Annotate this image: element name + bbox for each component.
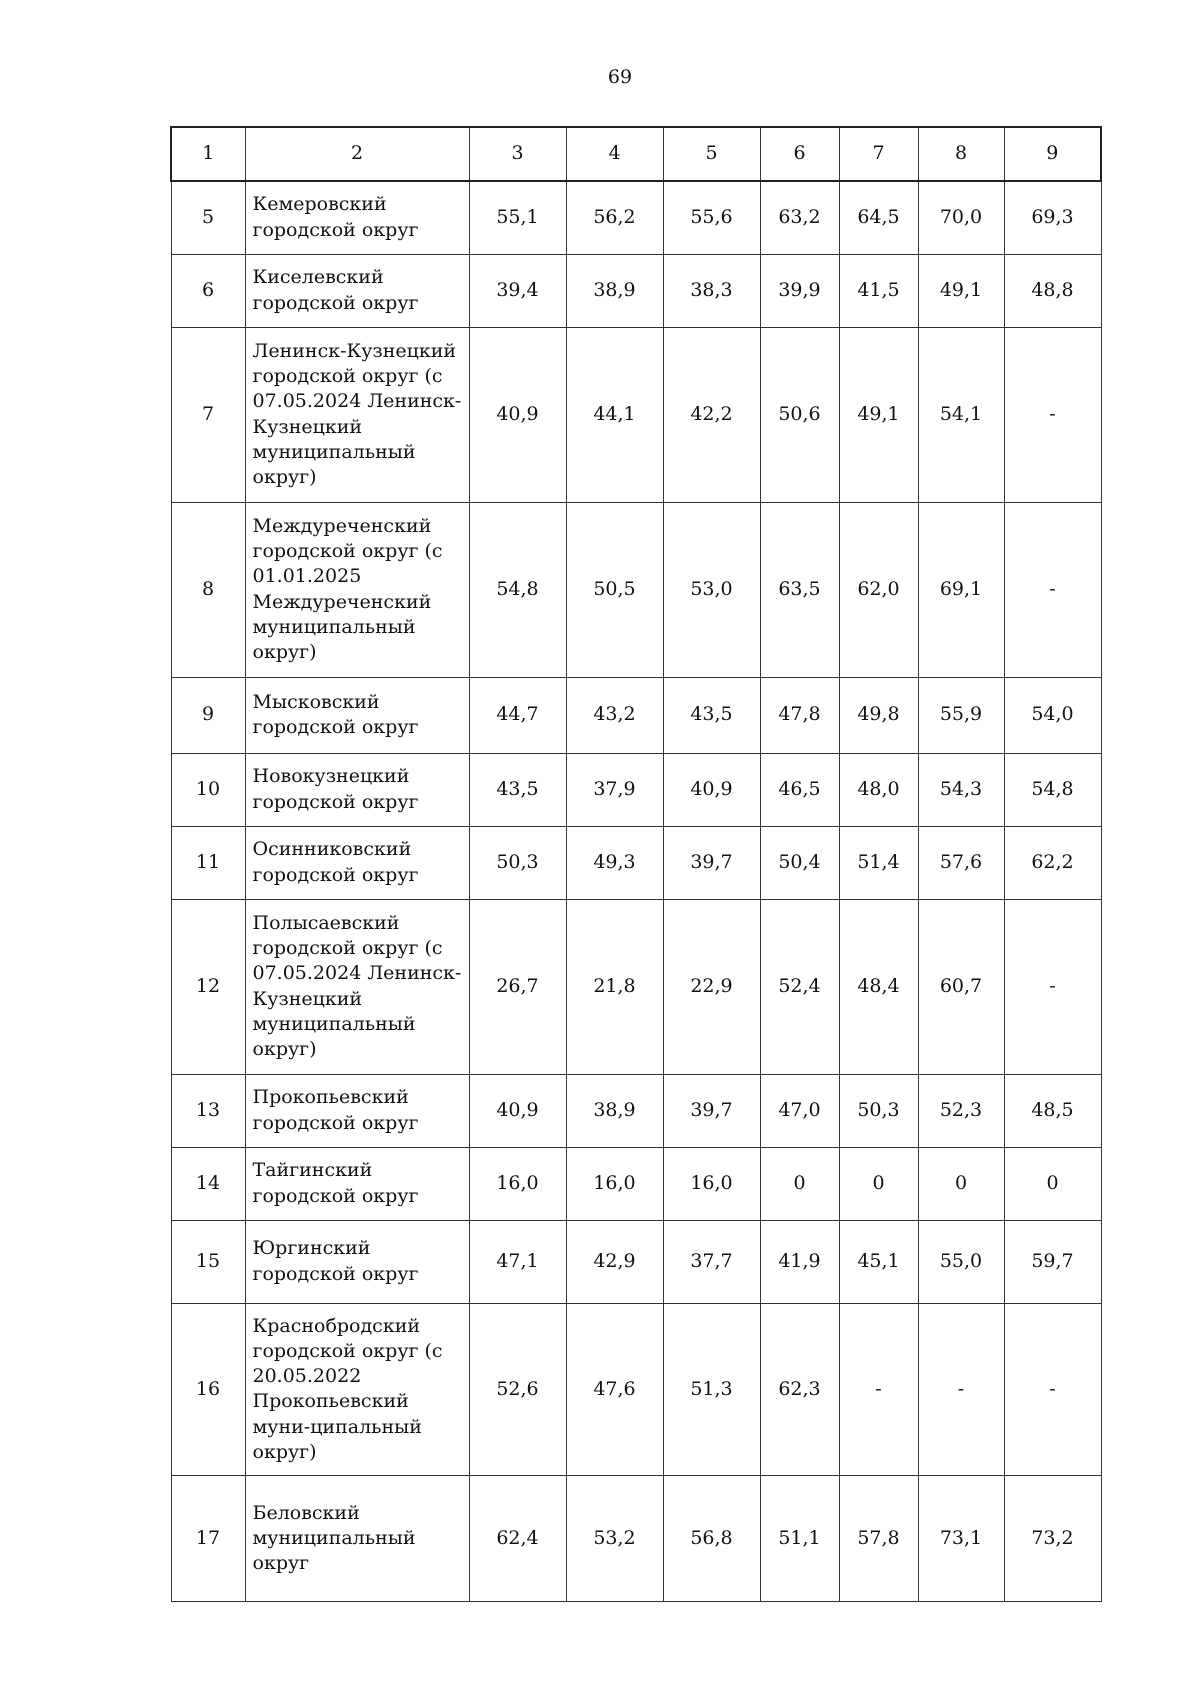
row-number-cell: 5: [171, 181, 245, 254]
value-cell-col-3: 47,1: [469, 1220, 566, 1303]
value-cell-col-8: 0: [918, 1147, 1004, 1220]
table-row: [171, 502, 1101, 677]
table-row: [171, 1220, 1101, 1303]
value-cell-col-4: 56,2: [566, 181, 663, 254]
table-row: [171, 677, 1101, 753]
row-number-cell: 6: [171, 254, 245, 327]
value-cell-col-8: 49,1: [918, 254, 1004, 327]
value-cell-col-7: 48,0: [839, 753, 918, 826]
row-number-cell: 13: [171, 1074, 245, 1147]
value-cell-col-4: 53,2: [566, 1476, 663, 1602]
value-cell-col-5: 38,3: [663, 254, 760, 327]
value-cell-col-6: 41,9: [760, 1220, 839, 1303]
value-cell-col-8: 60,7: [918, 899, 1004, 1074]
value-cell-col-4: 47,6: [566, 1303, 663, 1476]
value-cell-col-4: 16,0: [566, 1147, 663, 1220]
value-cell-col-5: 55,6: [663, 181, 760, 254]
value-cell-col-3: 62,4: [469, 1476, 566, 1602]
value-cell-col-6: 46,5: [760, 753, 839, 826]
value-cell-col-6: 0: [760, 1147, 839, 1220]
row-number-cell: 14: [171, 1147, 245, 1220]
row-number-cell: 7: [171, 327, 245, 502]
value-cell-col-4: 38,9: [566, 254, 663, 327]
value-cell-col-5: 39,7: [663, 826, 760, 899]
table-row: [171, 327, 1101, 502]
value-cell-col-9: 62,2: [1004, 826, 1101, 899]
value-cell-col-7: -: [839, 1303, 918, 1476]
value-cell-col-5: 40,9: [663, 753, 760, 826]
value-cell-col-3: 40,9: [469, 1074, 566, 1147]
value-cell-col-6: 47,0: [760, 1074, 839, 1147]
row-number-cell: 15: [171, 1220, 245, 1303]
value-cell-col-9: -: [1004, 327, 1101, 502]
value-cell-col-7: 41,5: [839, 254, 918, 327]
value-cell-col-5: 42,2: [663, 327, 760, 502]
row-number-cell: 9: [171, 677, 245, 753]
value-cell-col-7: 48,4: [839, 899, 918, 1074]
value-cell-col-3: 52,6: [469, 1303, 566, 1476]
value-cell-col-4: 50,5: [566, 502, 663, 677]
value-cell-col-5: 56,8: [663, 1476, 760, 1602]
value-cell-col-8: 73,1: [918, 1476, 1004, 1602]
value-cell-col-7: 51,4: [839, 826, 918, 899]
value-cell-col-8: 54,3: [918, 753, 1004, 826]
value-cell-col-9: -: [1004, 899, 1101, 1074]
table-row: [171, 826, 1101, 899]
value-cell-col-4: 44,1: [566, 327, 663, 502]
value-cell-col-8: 55,0: [918, 1220, 1004, 1303]
district-name-cell: Мысковский городской округ: [245, 677, 469, 753]
value-cell-col-3: 16,0: [469, 1147, 566, 1220]
value-cell-col-4: 37,9: [566, 753, 663, 826]
value-cell-col-5: 43,5: [663, 677, 760, 753]
value-cell-col-3: 55,1: [469, 181, 566, 254]
header-cell-col-8: 8: [918, 127, 1004, 181]
value-cell-col-6: 63,5: [760, 502, 839, 677]
value-cell-col-8: 52,3: [918, 1074, 1004, 1147]
row-number-cell: 16: [171, 1303, 245, 1476]
value-cell-col-7: 62,0: [839, 502, 918, 677]
header-cell-col-3: 3: [469, 127, 566, 181]
district-name-cell: Ленинск-Кузнецкий городской округ (с 07.05.2024 Ленинск-Кузнецкий муниципальный округ): [245, 327, 469, 502]
value-cell-col-7: 64,5: [839, 181, 918, 254]
value-cell-col-7: 50,3: [839, 1074, 918, 1147]
value-cell-col-9: -: [1004, 502, 1101, 677]
value-cell-col-3: 43,5: [469, 753, 566, 826]
value-cell-col-4: 38,9: [566, 1074, 663, 1147]
value-cell-col-8: 54,1: [918, 327, 1004, 502]
value-cell-col-8: 70,0: [918, 181, 1004, 254]
value-cell-col-3: 40,9: [469, 327, 566, 502]
table-row: [171, 1074, 1101, 1147]
row-number-cell: 12: [171, 899, 245, 1074]
value-cell-col-6: 47,8: [760, 677, 839, 753]
header-cell-col-4: 4: [566, 127, 663, 181]
header-cell-col-5: 5: [663, 127, 760, 181]
value-cell-col-8: 55,9: [918, 677, 1004, 753]
table-row: [171, 899, 1101, 1074]
value-cell-col-5: 39,7: [663, 1074, 760, 1147]
district-name-cell: Осинниковский городской округ: [245, 826, 469, 899]
value-cell-col-9: 54,8: [1004, 753, 1101, 826]
header-cell-col-1: 1: [171, 127, 245, 181]
header-cell-col-7: 7: [839, 127, 918, 181]
table-row: [171, 753, 1101, 826]
value-cell-col-3: 50,3: [469, 826, 566, 899]
value-cell-col-8: 57,6: [918, 826, 1004, 899]
value-cell-col-6: 51,1: [760, 1476, 839, 1602]
district-name-cell: Киселевский городской округ: [245, 254, 469, 327]
value-cell-col-7: 0: [839, 1147, 918, 1220]
header-cell-col-9: 9: [1004, 127, 1101, 181]
table-row: [171, 1147, 1101, 1220]
value-cell-col-9: 54,0: [1004, 677, 1101, 753]
table-header-row: [171, 127, 1101, 181]
value-cell-col-9: -: [1004, 1303, 1101, 1476]
table-row: [171, 181, 1101, 254]
value-cell-col-6: 63,2: [760, 181, 839, 254]
value-cell-col-3: 39,4: [469, 254, 566, 327]
value-cell-col-4: 42,9: [566, 1220, 663, 1303]
header-cell-col-6: 6: [760, 127, 839, 181]
row-number-cell: 11: [171, 826, 245, 899]
value-cell-col-5: 22,9: [663, 899, 760, 1074]
district-name-cell: Прокопьевский городской округ: [245, 1074, 469, 1147]
district-name-cell: Кемеровский городской округ: [245, 181, 469, 254]
value-cell-col-9: 0: [1004, 1147, 1101, 1220]
value-cell-col-7: 45,1: [839, 1220, 918, 1303]
value-cell-col-7: 49,8: [839, 677, 918, 753]
value-cell-col-3: 44,7: [469, 677, 566, 753]
district-name-cell: Тайгинский городской округ: [245, 1147, 469, 1220]
value-cell-col-8: -: [918, 1303, 1004, 1476]
district-name-cell: Междуреченский городской округ (с 01.01.2025 Междуреченский муниципальный округ): [245, 502, 469, 677]
value-cell-col-5: 37,7: [663, 1220, 760, 1303]
value-cell-col-9: 73,2: [1004, 1476, 1101, 1602]
row-number-cell: 10: [171, 753, 245, 826]
district-name-cell: Юргинский городской округ: [245, 1220, 469, 1303]
value-cell-col-4: 43,2: [566, 677, 663, 753]
value-cell-col-9: 48,8: [1004, 254, 1101, 327]
value-cell-col-6: 62,3: [760, 1303, 839, 1476]
district-name-cell: Краснобродский городской округ (с 20.05.2022 Прокопьевский муни-ципальный округ): [245, 1303, 469, 1476]
row-number-cell: 8: [171, 502, 245, 677]
row-number-cell: 17: [171, 1476, 245, 1602]
data-table: [170, 126, 1102, 1602]
value-cell-col-9: 48,5: [1004, 1074, 1101, 1147]
value-cell-col-9: 69,3: [1004, 181, 1101, 254]
district-name-cell: Новокузнецкий городской округ: [245, 753, 469, 826]
value-cell-col-5: 53,0: [663, 502, 760, 677]
district-name-cell: Полысаевский городской округ (с 07.05.2024 Ленинск-Кузнецкий муниципальный округ): [245, 899, 469, 1074]
value-cell-col-3: 26,7: [469, 899, 566, 1074]
value-cell-col-9: 59,7: [1004, 1220, 1101, 1303]
table-row: [171, 1303, 1101, 1476]
district-name-cell: Беловский муниципальный округ: [245, 1476, 469, 1602]
value-cell-col-6: 50,6: [760, 327, 839, 502]
value-cell-col-6: 39,9: [760, 254, 839, 327]
value-cell-col-5: 16,0: [663, 1147, 760, 1220]
value-cell-col-7: 49,1: [839, 327, 918, 502]
value-cell-col-4: 21,8: [566, 899, 663, 1074]
header-cell-col-2: 2: [245, 127, 469, 181]
table-body: [171, 181, 1101, 1602]
value-cell-col-4: 49,3: [566, 826, 663, 899]
page-number: 69: [607, 66, 633, 88]
value-cell-col-6: 50,4: [760, 826, 839, 899]
value-cell-col-8: 69,1: [918, 502, 1004, 677]
table-row: [171, 1476, 1101, 1602]
value-cell-col-5: 51,3: [663, 1303, 760, 1476]
table-row: [171, 254, 1101, 327]
value-cell-col-6: 52,4: [760, 899, 839, 1074]
value-cell-col-3: 54,8: [469, 502, 566, 677]
value-cell-col-7: 57,8: [839, 1476, 918, 1602]
